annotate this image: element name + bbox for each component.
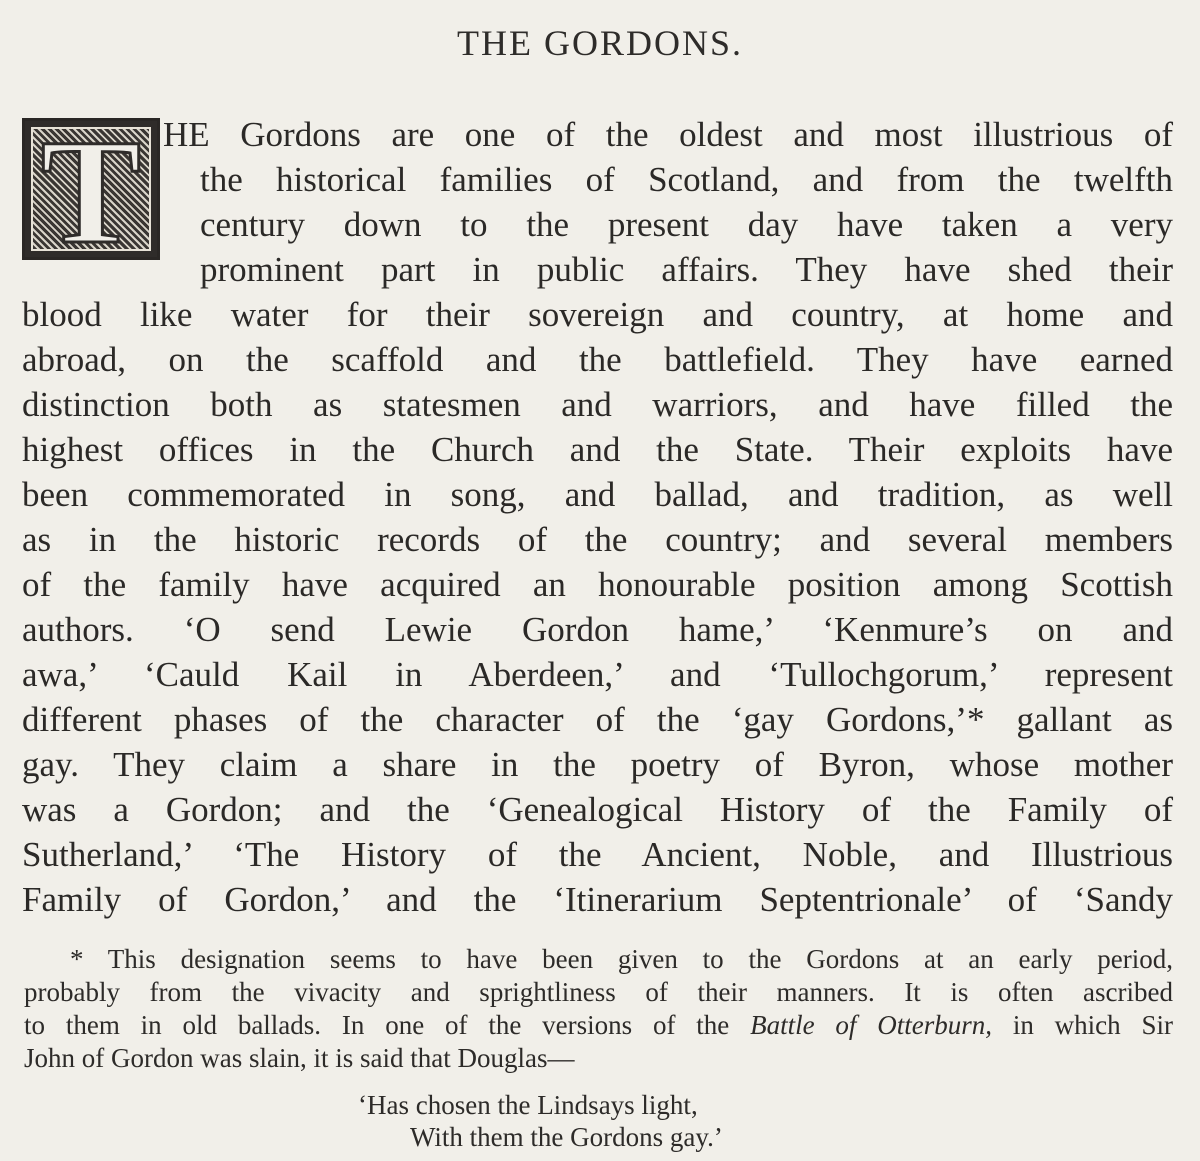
- body-line-7: distinction both as statesmen and warriors, and have filled the: [22, 385, 1173, 424]
- footnote-line-3-text: to them in old ballads. In one of the versions of the: [24, 1010, 751, 1040]
- body-line-2: the historical families of Scotland, and from the twelfth: [200, 160, 1173, 199]
- footnote-battle-title: Battle of Otterburn,: [750, 1010, 993, 1040]
- verse-line-2: With them the Gordons gay.’: [410, 1122, 723, 1152]
- body-line-1: HE Gordons are one of the oldest and most illustrious of: [163, 115, 1173, 154]
- body-line-17: Sutherland,’ ‘The History of the Ancient, Noble, and Illustrious: [22, 835, 1173, 874]
- body-line-9: been commemorated in song, and ballad, and tradition, as well: [22, 475, 1173, 514]
- footnote-line-1: * This designation seems to have been given to the Gordons at an early period,: [70, 944, 1173, 974]
- body-line-8: highest offices in the Church and the State. Their exploits have: [22, 430, 1173, 469]
- footnote-line-4: John of Gordon was slain, it is said that Douglas—: [24, 1043, 575, 1073]
- body-line-6: abroad, on the scaffold and the battlefield. They have earned: [22, 340, 1173, 379]
- body-line-5: blood like water for their sovereign and country, at home and: [22, 295, 1173, 334]
- body-line-18: Family of Gordon,’ and the ‘Itinerarium Septentrionale’ of ‘Sandy: [22, 880, 1173, 919]
- verse-line-1: ‘Has chosen the Lindsays light,: [358, 1090, 698, 1120]
- drop-cap-letter: T: [40, 109, 142, 275]
- footnote-line-3: [24, 1009, 1173, 1041]
- body-line-16: was a Gordon; and the ‘Genealogical History of the Family of: [22, 790, 1173, 829]
- body-line-3: century down to the present day have taken a very: [200, 205, 1173, 244]
- decorative-initial: [22, 109, 160, 275]
- body-line-14: different phases of the character of the ‘gay Gordons,’* gallant as: [22, 700, 1173, 739]
- page-title: THE GORDONS.: [456, 23, 743, 63]
- body-line-10: as in the historic records of the country; and several members: [22, 520, 1173, 559]
- footnote-line-3-end: in which Sir: [992, 1010, 1174, 1040]
- body-line-11: of the family have acquired an honourable position among Scottish: [22, 565, 1173, 604]
- body-line-12: authors. ‘O send Lewie Gordon hame,’ ‘Kenmure’s on and: [22, 610, 1173, 649]
- body-line-15: gay. They claim a share in the poetry of Byron, whose mother: [22, 745, 1173, 784]
- body-line-4: prominent part in public affairs. They have shed their: [200, 250, 1173, 289]
- body-line-13: awa,’ ‘Cauld Kail in Aberdeen,’ and ‘Tullochgorum,’ represent: [22, 655, 1173, 694]
- footnote-line-2: probably from the vivacity and sprightliness of their manners. It is often ascribed: [24, 977, 1173, 1007]
